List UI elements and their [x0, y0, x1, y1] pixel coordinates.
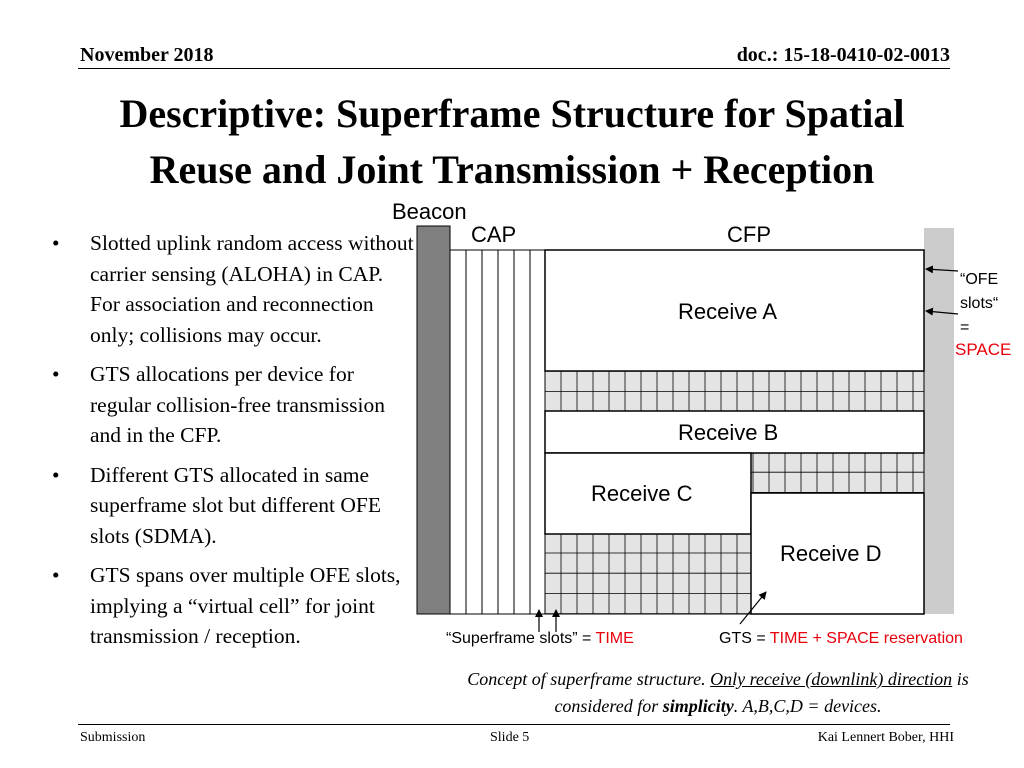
bullet-dot-icon: •	[52, 362, 60, 386]
receive-c-label: Receive C	[591, 481, 693, 506]
bullet-text: GTS allocations per device for regular collision-free transmission and in the CFP.	[90, 362, 385, 447]
superframe-slots-annotation	[446, 630, 634, 648]
gts-annotation	[719, 630, 963, 648]
bullet-dot-icon: •	[52, 231, 60, 255]
caption-part-5: . A,B,C,D = devices.	[733, 696, 882, 716]
footer-divider	[78, 724, 950, 725]
beacon-slot	[417, 226, 450, 614]
slide-title-line-1: Descriptive: Superframe Structure for Spatial	[119, 91, 905, 136]
bullet-dot-icon: •	[52, 563, 60, 587]
header-doc-id: doc.: 15-18-0410-02-0013	[736, 44, 950, 66]
footer-slide-number: Slide 5	[490, 730, 530, 745]
ofe-space-label: SPACE	[955, 340, 1012, 359]
diagram-shadow	[924, 228, 954, 614]
bullet-dot-icon: •	[52, 462, 60, 487]
bullet-text: GTS spans over multiple OFE slots, implying a “virtual cell” for joint transmission / reception.	[90, 563, 401, 648]
superframe-time-text: TIME	[595, 630, 634, 647]
footer-submission: Submission	[80, 730, 146, 745]
figure-caption	[440, 666, 996, 720]
gts-text: GTS =	[719, 630, 770, 647]
receive-b-label: Receive B	[678, 420, 779, 445]
bullet-text: Different GTS allocated in same superframe slot but different OFE slots (SDMA).	[90, 462, 381, 548]
superframe-slots-text: “Superframe slots” =	[446, 630, 596, 647]
bullet-text: Slotted uplink random access without carrier sensing (ALOHA) in CAP. For association and reconnection only; collisions may occur.	[90, 231, 414, 347]
caption-part-2: Only receive (downlink) direction	[710, 669, 953, 689]
ofe-line-2: slots“	[960, 295, 999, 312]
cap-label: CAP	[471, 222, 517, 247]
gts-value-text: TIME + SPACE reservation	[769, 630, 963, 647]
ofe-line-1: “OFE	[960, 271, 999, 288]
caption-part-4: simplicity	[662, 696, 734, 716]
receive-a-label: Receive A	[678, 299, 778, 324]
receive-d-label: Receive D	[780, 541, 882, 566]
header-date: November 2018	[80, 44, 214, 66]
caption-part-3: is considered for	[554, 669, 969, 716]
caption-part-1: Concept of superframe structure.	[467, 669, 711, 689]
beacon-label: Beacon	[392, 199, 467, 224]
footer-author: Kai Lennert Bober, HHI	[817, 730, 954, 745]
ofe-line-3: =	[960, 319, 970, 336]
ofe-slots-annotation	[960, 268, 998, 340]
cfp-label: CFP	[727, 222, 771, 247]
slide-title-line-2: Reuse and Joint Transmission + Reception	[149, 147, 875, 192]
